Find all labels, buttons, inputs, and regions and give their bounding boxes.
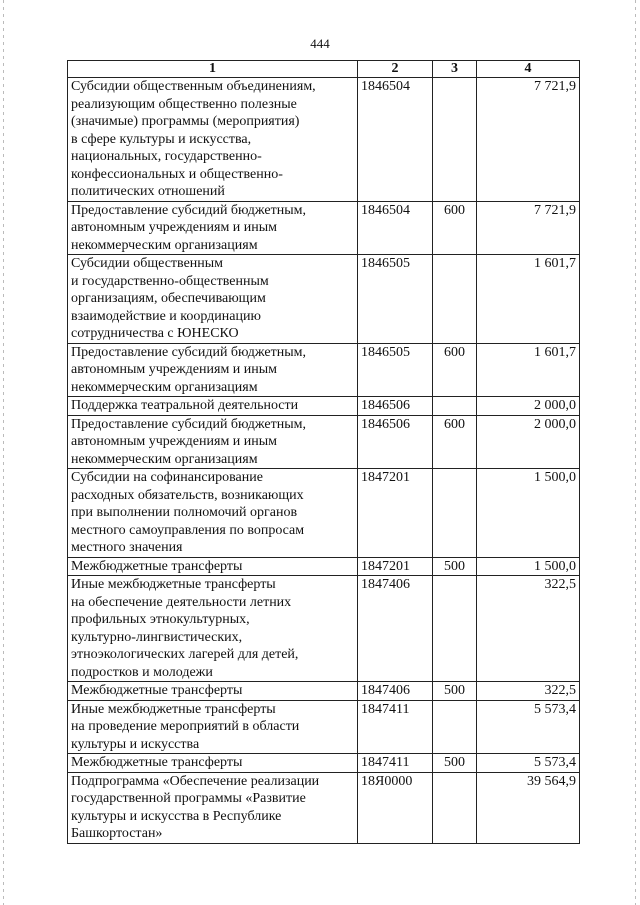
row-amount-cell: 1 500,0 <box>477 557 580 576</box>
row-name-cell: Предоставление субсидий бюджетным, автономным учреждениям и иным некоммерческим организациям <box>68 343 358 397</box>
row-code-cell: 1846504 <box>358 78 433 202</box>
row-amount-cell: 5 573,4 <box>477 700 580 754</box>
row-code-cell: 1847201 <box>358 469 433 558</box>
table-row <box>68 343 580 397</box>
table-row <box>68 201 580 255</box>
table-row <box>68 78 580 202</box>
table-row <box>68 754 580 773</box>
table-row <box>68 255 580 344</box>
row-name-cell: Подпрограмма «Обеспечение реализации государственной программы «Развитие культуры и искусства в Республике Башкортостан» <box>68 772 358 843</box>
row-code-cell: 1846504 <box>358 201 433 255</box>
scan-edge-left <box>3 0 4 905</box>
row-amount-cell: 322,5 <box>477 682 580 701</box>
row-name-cell: Межбюджетные трансферты <box>68 682 358 701</box>
table-row <box>68 700 580 754</box>
table-row <box>68 682 580 701</box>
table-row <box>68 469 580 558</box>
row-amount-cell: 7 721,9 <box>477 201 580 255</box>
table-row <box>68 576 580 682</box>
table-row <box>68 415 580 469</box>
row-code-cell: 1847201 <box>358 557 433 576</box>
row-code-cell: 18Я0000 <box>358 772 433 843</box>
row-type-cell: 600 <box>433 201 477 255</box>
table-row <box>68 557 580 576</box>
scan-edge-right <box>635 0 636 905</box>
row-name-cell: Субсидии общественным объединениям, реализующим общественно полезные (значимые) программы (мероприятия) в сфере культуры и искусства, национальных, государственно- конфессиональных и общественно- политических отношений <box>68 78 358 202</box>
row-amount-cell: 2 000,0 <box>477 397 580 416</box>
table-row <box>68 397 580 416</box>
row-type-cell: 600 <box>433 343 477 397</box>
row-type-cell <box>433 576 477 682</box>
row-code-cell: 1847406 <box>358 682 433 701</box>
row-type-cell: 500 <box>433 682 477 701</box>
row-type-cell: 500 <box>433 557 477 576</box>
row-name-cell: Субсидии общественным и государственно-общественным организациям, обеспечивающим взаимодействие и координацию сотрудничества с ЮНЕСКО <box>68 255 358 344</box>
row-type-cell <box>433 78 477 202</box>
row-amount-cell: 2 000,0 <box>477 415 580 469</box>
row-name-cell: Межбюджетные трансферты <box>68 557 358 576</box>
row-name-cell: Иные межбюджетные трансферты на обеспечение деятельности летних профильных этнокультурных, культурно-лингвистических, этноэкологических лагерей для детей, подростков и молодежи <box>68 576 358 682</box>
table-header-row <box>68 61 580 78</box>
page-number: 444 <box>310 36 330 51</box>
row-type-cell <box>433 469 477 558</box>
table-body <box>68 78 580 844</box>
column-header-1: 1 <box>68 61 358 78</box>
row-code-cell: 1846506 <box>358 415 433 469</box>
row-amount-cell: 1 500,0 <box>477 469 580 558</box>
row-type-cell <box>433 772 477 843</box>
row-code-cell: 1846505 <box>358 343 433 397</box>
row-name-cell: Межбюджетные трансферты <box>68 754 358 773</box>
row-name-cell: Поддержка театральной деятельности <box>68 397 358 416</box>
row-amount-cell: 5 573,4 <box>477 754 580 773</box>
row-type-cell <box>433 700 477 754</box>
row-name-cell: Предоставление субсидий бюджетным, автономным учреждениям и иным некоммерческим организациям <box>68 415 358 469</box>
column-header-2: 2 <box>358 61 433 78</box>
row-code-cell: 1846506 <box>358 397 433 416</box>
table-row <box>68 772 580 843</box>
row-amount-cell: 322,5 <box>477 576 580 682</box>
row-type-cell <box>433 255 477 344</box>
column-header-3: 3 <box>433 61 477 78</box>
row-amount-cell: 39 564,9 <box>477 772 580 843</box>
row-code-cell: 1847411 <box>358 700 433 754</box>
row-type-cell: 500 <box>433 754 477 773</box>
row-amount-cell: 1 601,7 <box>477 343 580 397</box>
row-name-cell: Субсидии на софинансирование расходных обязательств, возникающих при выполнении полномочий органов местного самоуправления по вопросам местного значения <box>68 469 358 558</box>
row-type-cell <box>433 397 477 416</box>
row-type-cell: 600 <box>433 415 477 469</box>
row-code-cell: 1847411 <box>358 754 433 773</box>
row-amount-cell: 7 721,9 <box>477 78 580 202</box>
row-name-cell: Иные межбюджетные трансферты на проведение мероприятий в области культуры и искусства <box>68 700 358 754</box>
budget-table <box>67 60 580 844</box>
row-code-cell: 1846505 <box>358 255 433 344</box>
row-name-cell: Предоставление субсидий бюджетным, автономным учреждениям и иным некоммерческим организациям <box>68 201 358 255</box>
column-header-4: 4 <box>477 61 580 78</box>
row-amount-cell: 1 601,7 <box>477 255 580 344</box>
row-code-cell: 1847406 <box>358 576 433 682</box>
